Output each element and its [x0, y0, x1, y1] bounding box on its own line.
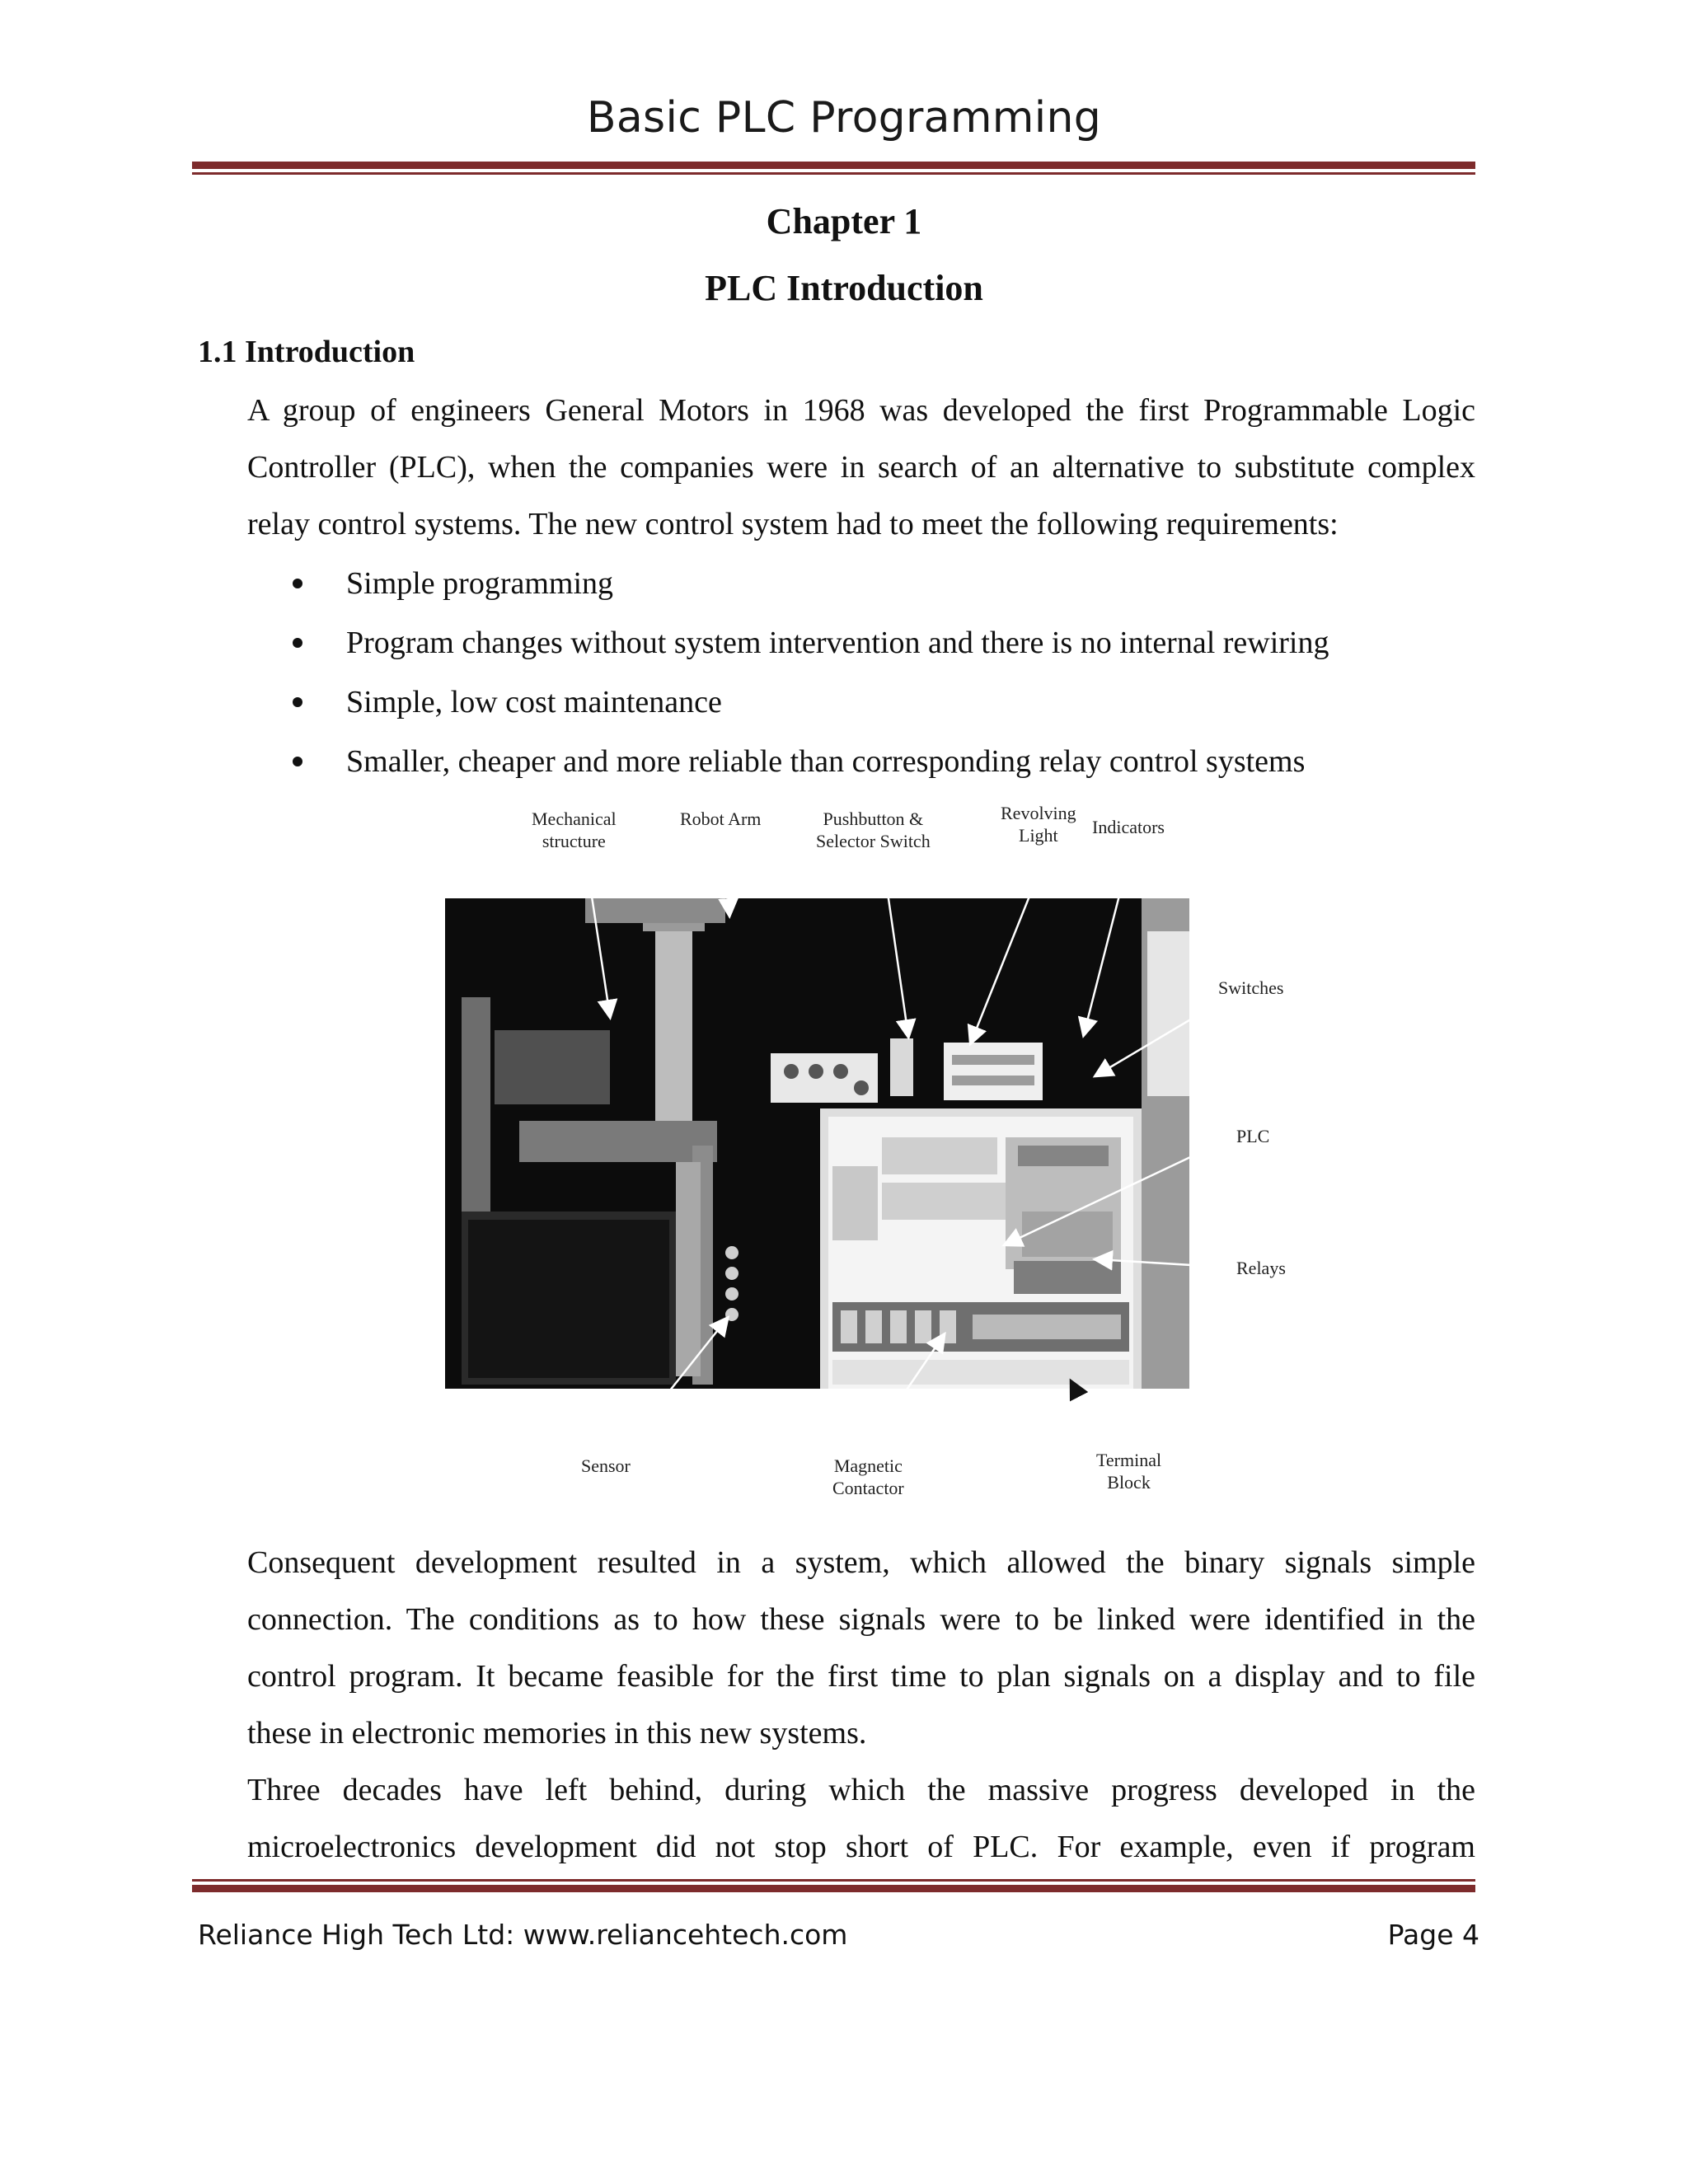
- chapter-number: Chapter 1: [766, 201, 922, 241]
- figure-label-pushbutton-selector-switch: Pushbutton & Selector Switch: [816, 808, 931, 851]
- bullet-icon: [293, 757, 302, 766]
- callout-arrows: [437, 795, 1302, 1512]
- figure-label-indicators: Indicators: [1092, 817, 1165, 837]
- figure-label-robot-arm: Robot Arm: [680, 808, 762, 829]
- list-item-text: Program changes without system intervention and there is no internal rewiring: [346, 626, 1329, 660]
- paragraph-line: Three decades have left behind, during which the massive progress developed in the: [247, 1773, 1475, 1807]
- list-item: [293, 554, 1329, 613]
- paragraph-line: connection. The conditions as to how these signals were to be linked were identified in the: [247, 1602, 1475, 1637]
- page-header-title: Basic PLC Programming: [586, 93, 1102, 143]
- header-rule: [192, 162, 1475, 175]
- footer-company: Reliance High Tech Ltd: www.reliancehtech.com: [198, 1919, 848, 1951]
- plc-system-figure: [437, 795, 1302, 1512]
- list-item: [293, 732, 1329, 791]
- footer-rule: [192, 1879, 1475, 1892]
- figure-label-plc: PLC: [1236, 1126, 1270, 1146]
- figure-label-sensor: Sensor: [581, 1455, 631, 1476]
- paragraph-line: microelectronics development did not stop short of PLC. For example, even if program: [247, 1830, 1475, 1864]
- footer-page-number: Page 4: [1387, 1919, 1479, 1951]
- paragraph-line: relay control systems. The new control system had to meet the following requirements:: [247, 507, 1339, 541]
- paragraph-line: these in electronic memories in this new systems.: [247, 1716, 867, 1750]
- bullet-icon: [293, 579, 302, 588]
- paragraph-line: Controller (PLC), when the companies were in search of an alternative to substitute complex: [247, 450, 1475, 485]
- list-item-text: Smaller, cheaper and more reliable than corresponding relay control systems: [346, 744, 1306, 779]
- figure-label-magnetic-contactor: Magnetic Contactor: [832, 1455, 904, 1498]
- figure-label-switches: Switches: [1218, 977, 1284, 998]
- chapter-title: PLC Introduction: [705, 268, 983, 308]
- figure-label-revolving-light: Revolving Light: [1001, 803, 1076, 846]
- figure-label-terminal-block: Terminal Block: [1096, 1450, 1162, 1493]
- figure-label-relays: Relays: [1236, 1258, 1286, 1278]
- section-heading: 1.1 Introduction: [198, 335, 415, 369]
- decades-paragraph: [247, 1762, 1475, 1876]
- list-item-text: Simple, low cost maintenance: [346, 685, 722, 719]
- bullet-icon: [293, 638, 302, 648]
- list-item: [293, 673, 1329, 732]
- development-paragraph: [247, 1535, 1475, 1762]
- list-item: [293, 613, 1329, 673]
- paragraph-line: control program. It became feasible for the first time to plan signals on a display and to file: [247, 1659, 1475, 1694]
- paragraph-line: A group of engineers General Motors in 1968 was developed the first Programmable Logic: [247, 393, 1475, 428]
- paragraph-line: Consequent development resulted in a system, which allowed the binary signals simple: [247, 1545, 1475, 1580]
- figure-label-mechanical-structure: Mechanical structure: [532, 808, 617, 851]
- bullet-icon: [293, 697, 302, 707]
- list-item-text: Simple programming: [346, 566, 614, 601]
- intro-paragraph: [247, 382, 1475, 553]
- requirements-list: [293, 554, 1329, 791]
